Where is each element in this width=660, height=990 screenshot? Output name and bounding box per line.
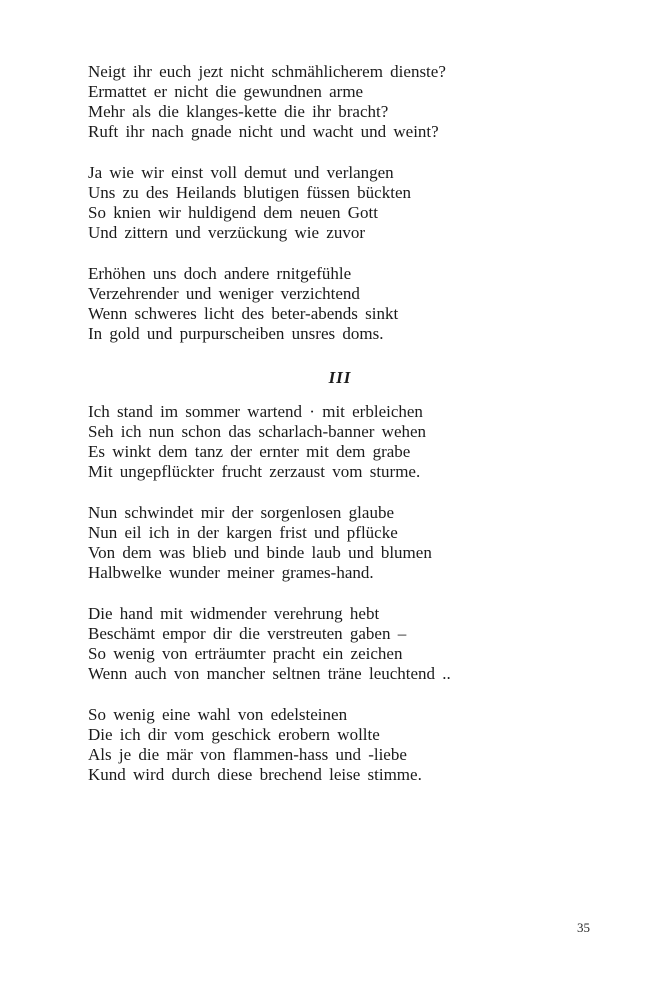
poem-line: Seh ich nun schon das scharlach-banner wehen: [88, 422, 427, 441]
poem-line: Die ich dir vom geschick erobern wollte: [88, 725, 380, 744]
poem-line: In gold und purpurscheiben unsres doms.: [88, 324, 384, 343]
poem-line: Als je die mär von flammen-hass und -liebe: [88, 745, 407, 764]
poem-line: Mit ungepflückter frucht zerzaust vom sturme.: [88, 462, 421, 481]
poem-text: [88, 62, 592, 806]
page-number: 35: [577, 920, 590, 935]
poem-line: Ruft ihr nach gnade nicht und wacht und weint?: [88, 122, 439, 141]
stanza: [88, 402, 592, 482]
stanza: [88, 503, 592, 583]
poem-line: So wenig eine wahl von edelsteinen: [88, 705, 348, 724]
poem-line: Ja wie wir einst voll demut und verlangen: [88, 163, 394, 182]
poem-line: Es winkt dem tanz der ernter mit dem grabe: [88, 442, 411, 461]
poem-line: So wenig von erträumter pracht ein zeichen: [88, 644, 403, 663]
poem-line: Verzehrender und weniger verzichtend: [88, 284, 360, 303]
poem-line: Die hand mit widmender verehrung hebt: [88, 604, 380, 623]
stanza: [88, 705, 592, 785]
poem-line: Ich stand im sommer wartend · mit erbleichen: [88, 402, 423, 421]
poem-line: Und zittern und verzückung wie zuvor: [88, 223, 365, 242]
stanza: [88, 604, 592, 684]
poem-line: So knien wir huldigend dem neuen Gott: [88, 203, 378, 222]
poem-line: Wenn auch von mancher seltnen träne leuchtend ..: [88, 664, 451, 683]
poem-line: Ermattet er nicht die gewundnen arme: [88, 82, 364, 101]
section-heading: III: [328, 368, 352, 387]
poem-line: Nun eil ich in der kargen frist und pflücke: [88, 523, 398, 542]
stanza: [88, 62, 592, 142]
poem-line: Mehr als die klanges-kette die ihr bracht?: [88, 102, 389, 121]
poem-line: Beschämt empor dir die verstreuten gaben –: [88, 624, 407, 643]
poem-line: Von dem was blieb und binde laub und blumen: [88, 543, 432, 562]
poem-line: Kund wird durch diese brechend leise stimme.: [88, 765, 422, 784]
stanza: [88, 264, 592, 344]
poem-line: Nun schwindet mir der sorgenlosen glaube: [88, 503, 394, 522]
poem-line: Neigt ihr euch jezt nicht schmählicherem dienste?: [88, 62, 446, 81]
poem-line: Erhöhen uns doch andere rnitgefühle: [88, 264, 352, 283]
poem-line: Wenn schweres licht des beter-abends sinkt: [88, 304, 399, 323]
stanza: [88, 163, 592, 243]
poem-line: Halbwelke wunder meiner grames-hand.: [88, 563, 374, 582]
poem-line: Uns zu des Heilands blutigen füssen bückten: [88, 183, 411, 202]
